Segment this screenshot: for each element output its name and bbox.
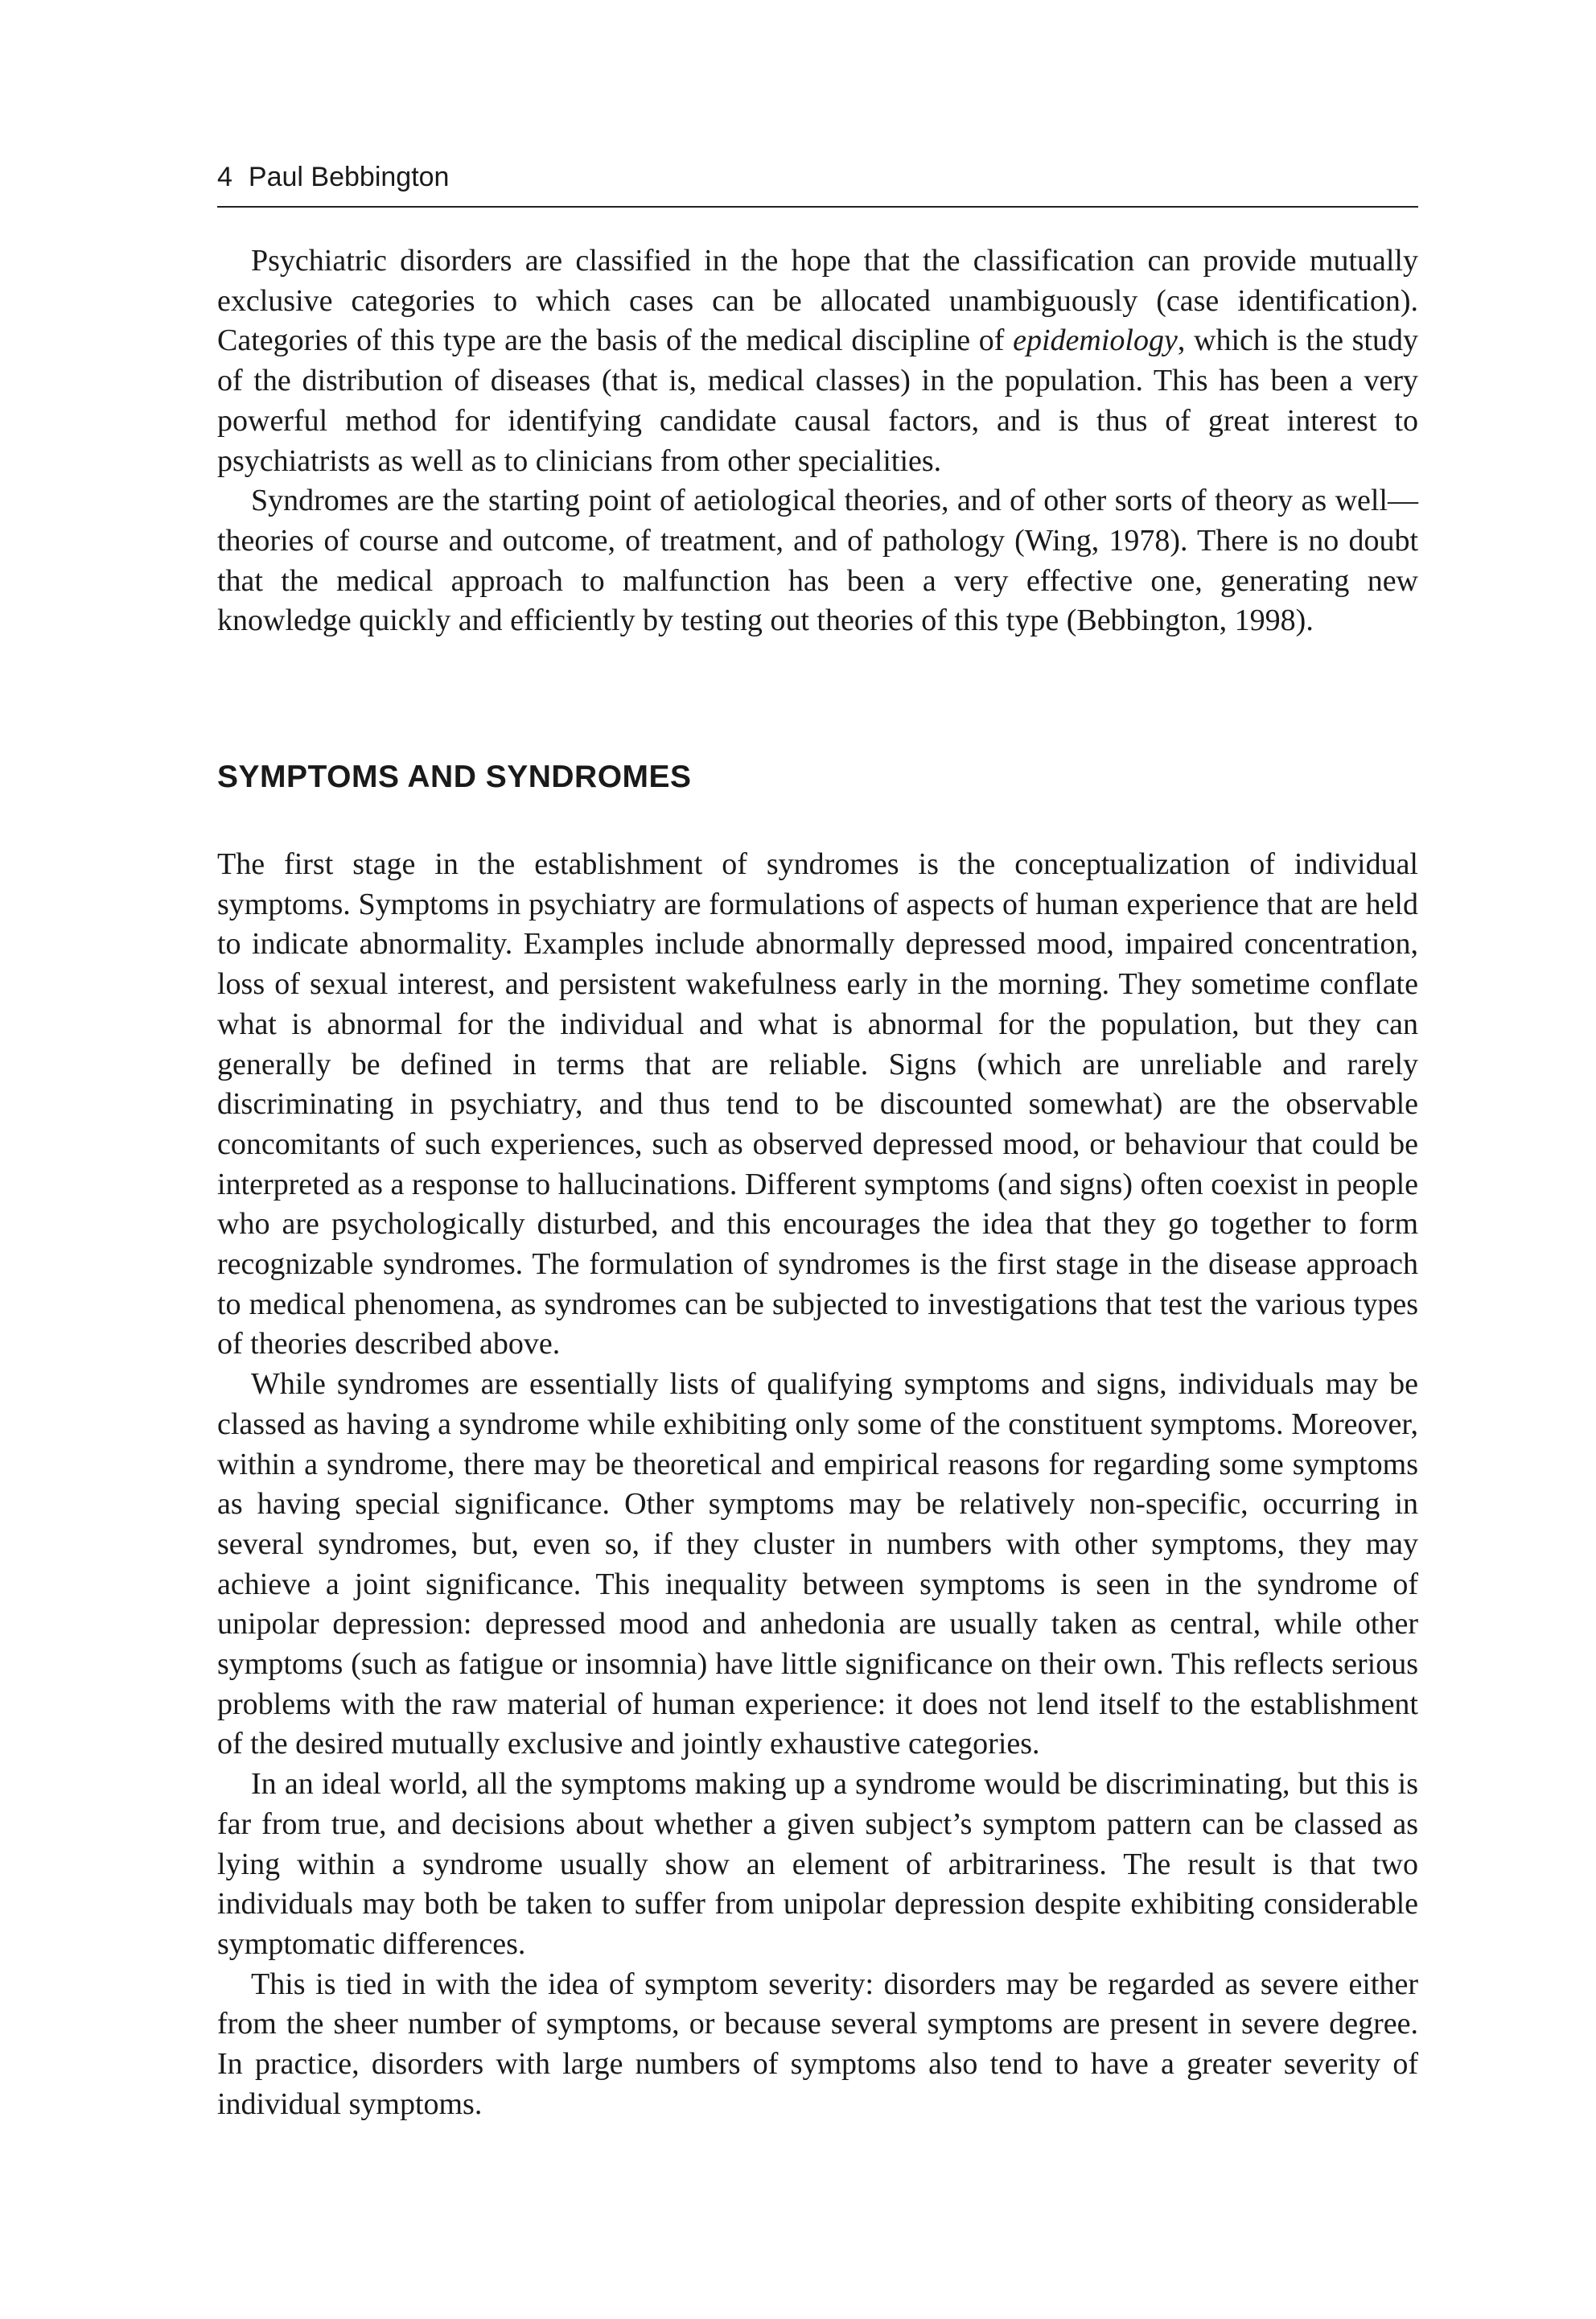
section-heading: SYMPTOMS AND SYNDROMES — [217, 760, 692, 794]
intro-text-block — [217, 241, 1418, 641]
page-number: 4 — [217, 162, 232, 192]
emphasized-term: epidemiology — [1013, 323, 1178, 358]
running-title: Paul Bebbington — [248, 162, 450, 192]
header-rule — [217, 206, 1418, 208]
paragraph: The first stage in the establishment of syndromes is the conceptualization of individual symptoms. Symptoms in psychiatry are formulations of aspects of human experience that are held to indicate abnormality. Examples include abnormally depressed mood, impaired concentration, loss of sexual interest, and persistent wakefulness early in the morning. They sometime conflate what is abnormal for the individual and what is abnormal for the population, but they can generally be defined in terms that are reliable. Signs (which are unreliable and rarely discriminating in psychiatry, and thus tend to be discounted somewhat) are the observable concomitants of such experiences, such as observed depressed mood, or behaviour that could be interpreted as a response to hallucinations. Different symptoms (and signs) often coexist in people who are psychologically disturbed, and this encourages the idea that they go together to form recognizable syndromes. The formulation of syndromes is the first stage in the disease approach to medical phenomena, as syndromes can be subjected to investigations that test the various types of theories described above. — [217, 847, 1418, 1361]
section-text-block — [217, 845, 1418, 2125]
paragraph: This is tied in with the idea of symptom severity: disorders may be regarded as severe either from the sheer number of symptoms, or because several symptoms are present in severe degree. In practice, disorders with large numbers of symptoms also tend to have a greater severity of individual symptoms. — [217, 1967, 1418, 2121]
paragraph: Syndromes are the starting point of aetiological theories, and of other sorts of theory as well—theories of course and outcome, of treatment, and of pathology (Wing, 1978). There is no doubt that the medical approach to malfunction has been a very effective one, generating new knowledge quickly and efficiently by testing out theories of this type (Bebbington, 1998). — [217, 484, 1418, 638]
paragraph: In an ideal world, all the symptoms making up a syndrome would be discriminating, but this is far from true, and decisions about whether a given subject’s symptom pattern can be classed as lying within a syndrome usually show an element of arbitrariness. The result is that two individuals may both be taken to suffer from unipolar depression despite exhibiting considerable symptomatic differences. — [217, 1767, 1418, 1961]
running-head — [217, 159, 1418, 195]
paragraph: Psychiatric disorders are classified in the hope that the classification can provide mutually exclusive categories to which cases can be allocated unambiguously (case identification). Categories of this type are the basis of the medical discipline of epidemiology, which is the study of the distribution of diseases (that is, medical classes) in the population. This has been a very powerful method for identifying candidate causal factors, and is thus of great interest to psychiatrists as well as to clinicians from other specialities. — [217, 244, 1418, 478]
paragraph: While syndromes are essentially lists of qualifying symptoms and signs, individuals may be classed as having a syndrome while exhibiting only some of the constituent symptoms. Moreover, within a syndrome, there may be theoretical and empirical reasons for regarding some symptoms as having special significance. Other symptoms may be relatively non-specific, occurring in several syndromes, but, even so, if they cluster in numbers with other symptoms, they may achieve a joint significance. This inequality between symptoms is seen in the syndrome of unipolar depression: depressed mood and anhedonia are usually taken as central, while other symptoms (such as fatigue or insomnia) have little significance on their own. This reflects serious problems with the raw material of human experience: it does not lend itself to the establishment of the desired mutually exclusive and jointly exhaustive categories. — [217, 1367, 1418, 1761]
